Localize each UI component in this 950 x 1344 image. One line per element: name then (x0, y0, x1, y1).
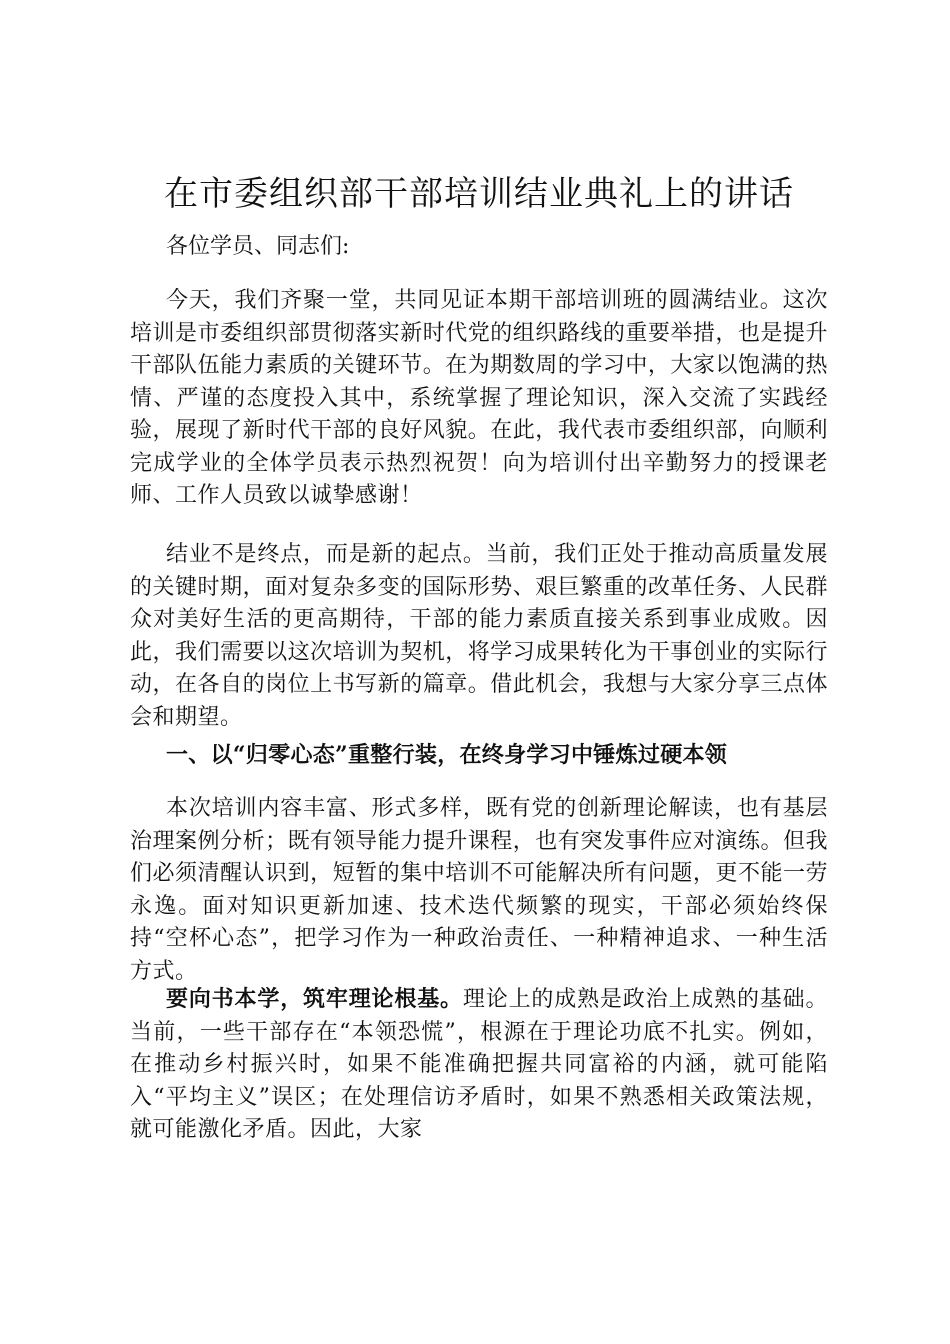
sub-point-lead: 要向书本学，筑牢理论根基。 (166, 986, 463, 1012)
section-heading-one: 一、以“归零心态”重整行装，在终身学习中锤炼过硬本领 (166, 742, 728, 768)
sub-point-text: 理论上的成熟是政治上成熟的基础。当前，一些干部存在“本领恐慌”，根源在于理论功底不扎实。例如，在推动乡村振兴时，如果不能准确把握共同富裕的内涵，就可能陷入“平均主义”误区；在处理信访矛盾时，如果不熟悉相关政策法规，就可能激化矛盾。因此，大家 (130, 987, 828, 1142)
paragraph-section-one: 本次培训内容丰富、形式多样，既有党的创新理论解读，也有基层治理案例分析；既有领导能力提升课程，也有突发事件应对演练。但我们必须清醒认识到，短暂的集中培训不可能解决所有问题，更不能一劳永逸。面对知识更新加速、技术迭代频繁的现实，干部必须始终保持“空杯心态”，把学习作为一种政治责任、一种精神追求、一种生活方式。 (130, 796, 828, 984)
paragraph-new-starting-point: 结业不是终点，而是新的起点。当前，我们正处于推动高质量发展的关键时期，面对复杂多变的国际形势、艰巨繁重的改革任务、人民群众对美好生活的更高期待，干部的能力素质直接关系到事业成败。因此，我们需要以这次培训为契机，将学习成果转化为干事创业的实际行动，在各自的岗位上书写新的篇章。借此机会，我想与大家分享三点体会和期望。 (130, 542, 828, 730)
paragraph-opening: 今天，我们齐聚一堂，共同见证本期干部培训班的圆满结业。这次培训是市委组织部贯彻落实新时代党的组织路线的重要举措，也是提升干部队伍能力素质的关键环节。在为期数周的学习中，大家以饱满的热情、严谨的态度投入其中，系统掌握了理论知识，深入交流了实践经验，展现了新时代干部的良好风貌。在此，我代表市委组织部，向顺利完成学业的全体学员表示热烈祝贺！向为培训付出辛勤努力的授课老师、工作人员致以诚挚感谢！ (130, 288, 828, 508)
paragraph-learn-from-books (130, 983, 828, 1143)
salutation: 各位学员、同志们: (166, 234, 350, 259)
document-title: 在市委组织部干部培训结业典礼上的讲话 (164, 174, 794, 214)
